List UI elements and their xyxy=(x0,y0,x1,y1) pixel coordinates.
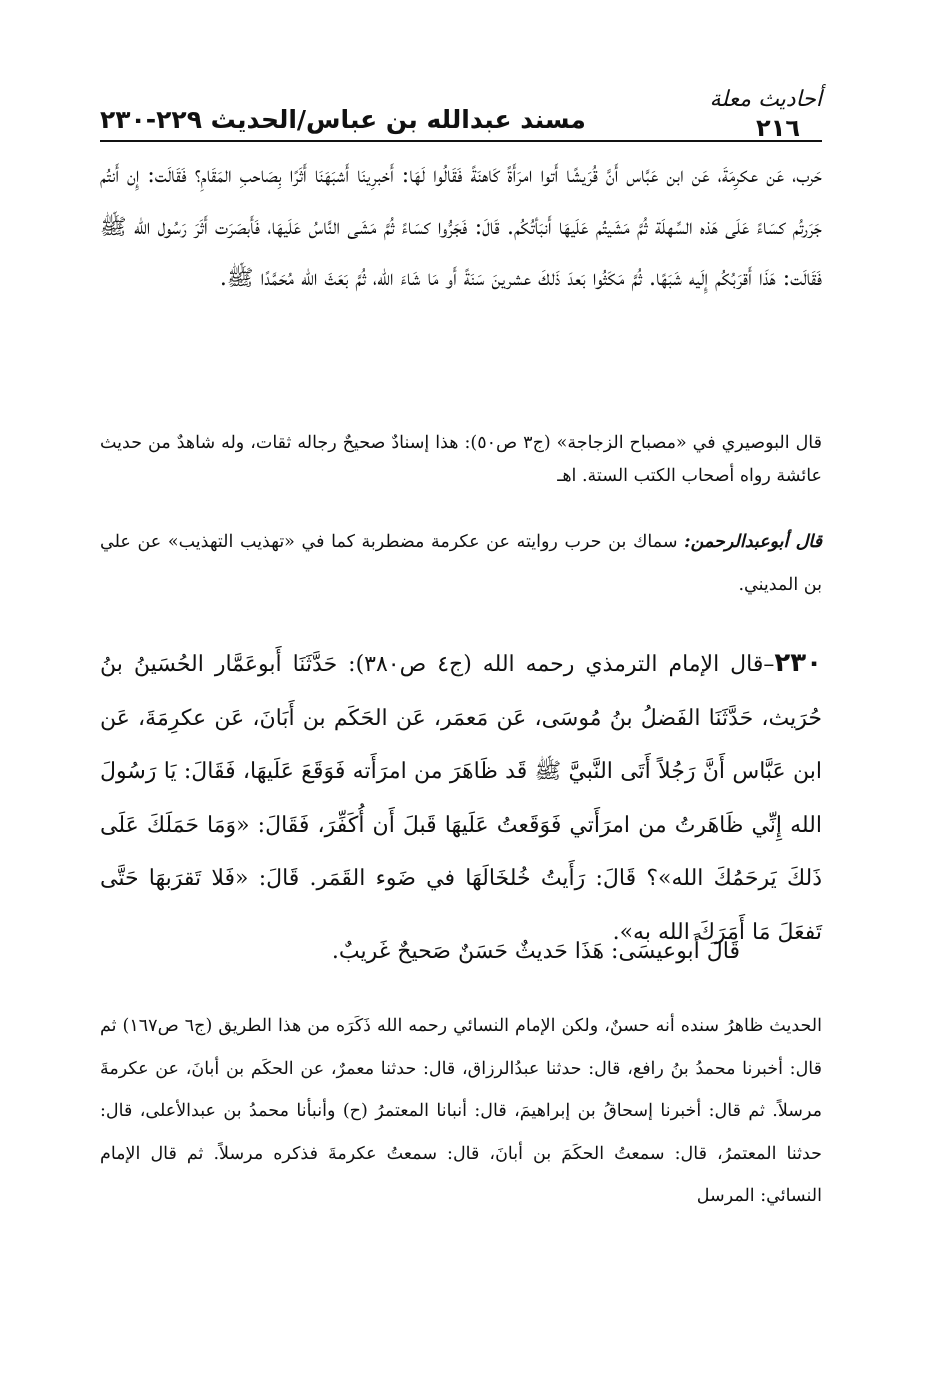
nasai-note: الحديث ظاهرُ سنده أنه حسنٌ، ولكن الإمام النسائي رحمه الله ذَكَرَه من هذا الطريق (ج٦ ص١٦٧) ثم قال: أخبرنا محمدُ بنُ رافع، قال: حدثنا عبدُالرزاق، قال: حدثنا معمرٌ، عن الحكَم بن أبانَ، عن عكرمةَ مرسلاً. ثم قال: أخبرنا إسحاقُ بن إبراهيمَ، قال: أنبانا المعتمرُ (ح) وأنبأنا محمدُ بن عبدالأعلى، قال: حدثنا المعتمرُ، قال: سمعتُ الحكَمَ بن أبانَ، قال: سمعتُ عكرمةَ فذكره مرسلاً. ثم قال الإمام النسائي: المرسل xyxy=(100,1016,822,1206)
series-title: أحاديث معلة xyxy=(709,87,822,112)
page-title: مسند عبدالله بن عباس/الحديث ٢٢٩-٢٣٠ xyxy=(100,105,586,134)
hadith-229-text: حَرب، عَن عكرِمَةَ، عَن ابن عَبَّاس أَنَّ قُرَيشًا أَتوا امرَأَةً كَاهنَةً فَقَالُوا لَهَا: أَخبرِينَا أَشبَهَنَا أَثَرًا بِصَاحبِ المَقَامِ؟ فَقَالَت: إِن أَنتُم جَرَرتُم كسَاءً عَلَى هَذه السِّهلَة ثُمَّ مَشَيتُم عَلَيهَا أَنبَأتُكُم. قَالَ: فَجَرُّوا كسَاءً ثُمَّ مَشَى النَّاسُ عَلَيهَا، فَأَبصَرَت أَثَرَ رَسُول الله ﷺ فَقَالَت: هَذَا أَقرَبُكُم إِلَيه شَبَهًا. ثُمَّ مَكَثُوا بَعدَ ذَلكَ عشرينَ سَنَةً أَو مَا شَاءَ الله، ثُمَّ بَعَثَ الله مُحَمَّدًا ﷺ. xyxy=(100,163,822,291)
page-header xyxy=(100,84,822,146)
author-note-text: سماك بن حرب روايته عن عكرمة مضطربة كما في «تهذيب التهذيب» عن علي بن المديني. xyxy=(100,532,822,595)
page-number: ٢١٦ xyxy=(756,114,800,142)
hadith-230-text: –قال الإمام الترمذي رحمه الله (ج٤ ص٣٨٠): حَدَّثَنَا أَبوعَمَّار الحُسَينُ بنُ حُرَيث، حَدَّثَنَا الفَضلُ بنُ مُوسَى، عَن مَعمَر، عَن الحَكَم بن أَبَانَ، عَن عكرِمَةَ، عَن ابن عَبَّاس أَنَّ رَجُلاً أَتَى النَّبيَّ ﷺ قَد ظَاهَرَ من امرَأَته فَوَقَعَ عَلَيهَا، فَقَالَ: يَا رَسُولَ الله إِنِّي ظَاهَرتُ من امرَأَتي فَوَقَعتُ عَلَيهَا قَبلَ أَن أُكَفِّرَ، فَقَالَ: «وَمَا حَمَلَكَ عَلَى ذَلكَ يَرحَمُكَ الله»؟ قَالَ: رَأَيتُ خُلخَالَهَا في ضَوء القَمَر. قَالَ: «فَلا تَقرَبهَا حَتَّى تَفعَلَ مَا أَمَرَكَ الله به». xyxy=(100,652,822,945)
header-divider xyxy=(100,140,822,142)
busiri-note: قال البوصيري في «مصباح الزجاجة» (ج٣ ص٥٠): هذا إسنادٌ صحيحٌ رجاله ثقات، وله شاهدٌ من حديث عائشة رواه أصحاب الكتب الستة. اهـ xyxy=(100,433,822,486)
author-note-paragraph xyxy=(100,521,822,607)
tirmidhi-verdict: قَالَ أَبوعيسَى: هَذَا حَديثٌ حَسَنٌ صَحيحٌ غَريبٌ. xyxy=(331,939,740,964)
author-signature: قال أبوعبدالرحمن: xyxy=(684,532,822,552)
hadith-230-paragraph xyxy=(100,637,822,959)
hadith-number: ٢٣٠ xyxy=(774,648,822,678)
